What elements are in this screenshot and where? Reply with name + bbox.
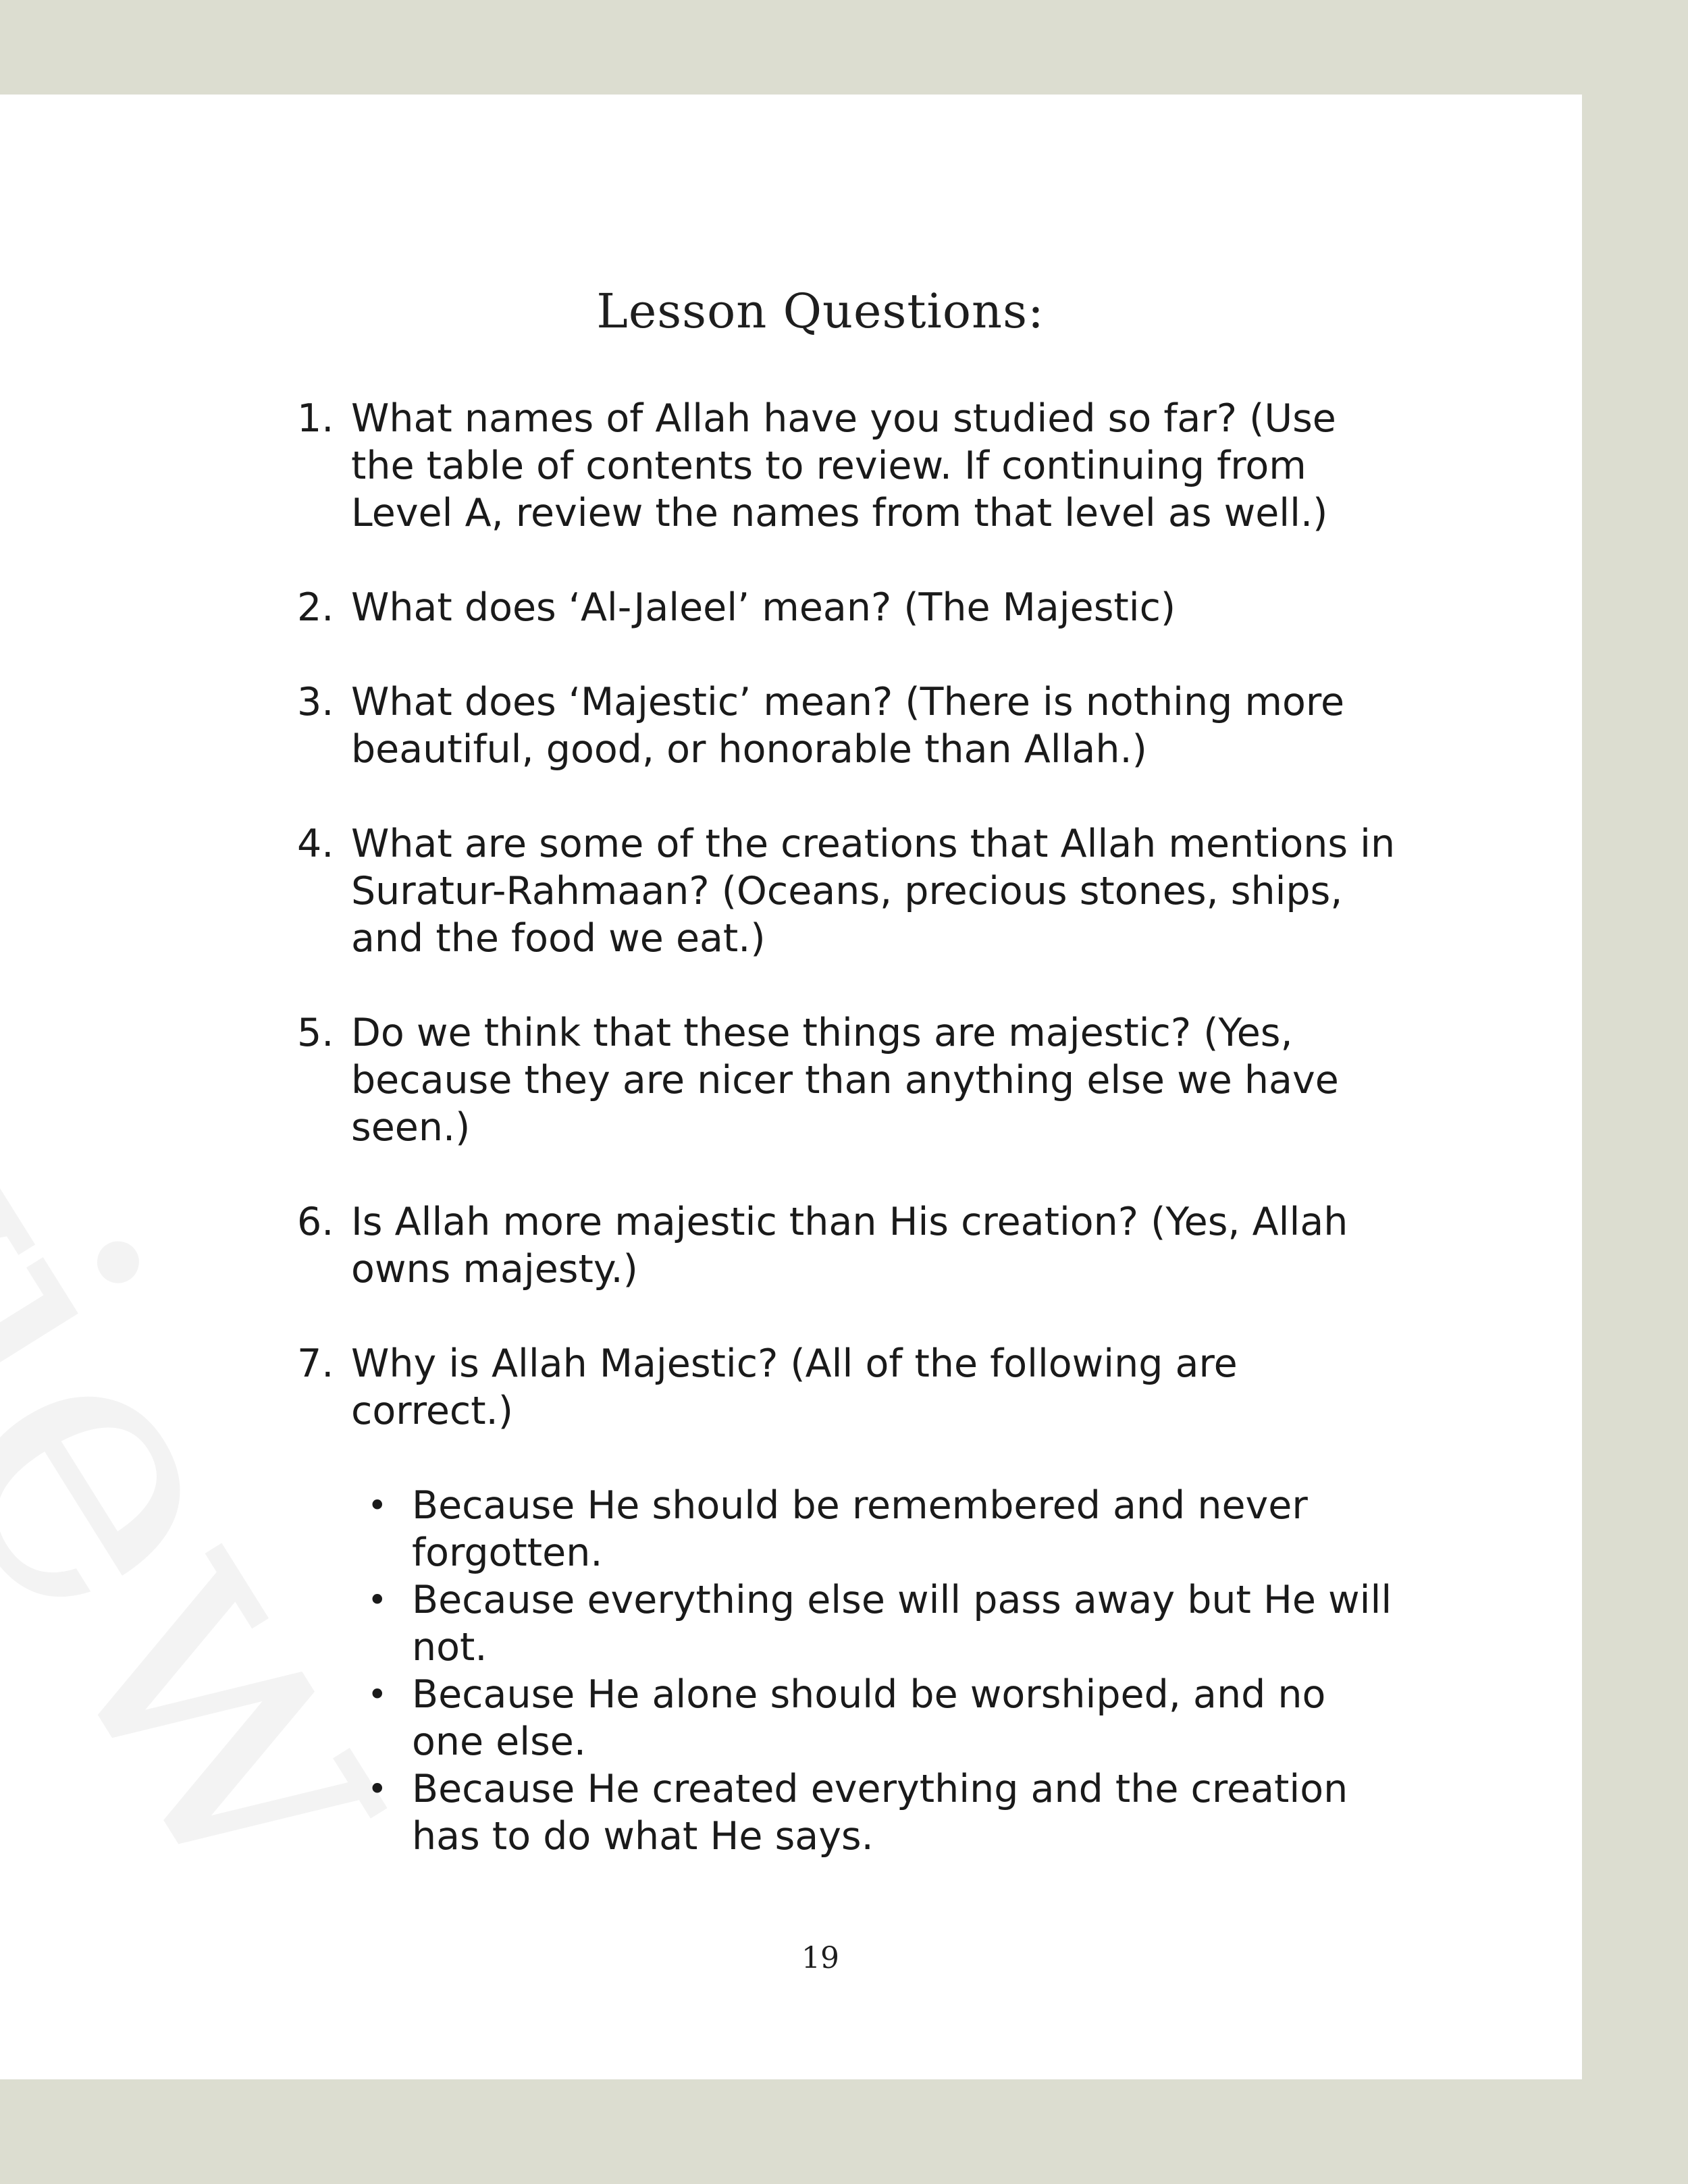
answer-text: Because He alone should be worshiped, and no one else. xyxy=(412,1672,1326,1764)
question-text: Why is Allah Majestic? (All of the following are correct.) xyxy=(351,1341,1238,1433)
answer-item xyxy=(351,1671,1404,1765)
question-number: 4. xyxy=(297,822,334,866)
question-list xyxy=(297,395,1404,1907)
question-item xyxy=(297,1340,1404,1860)
answer-text: Because everything else will pass away but He will not. xyxy=(412,1578,1392,1670)
page-number: 19 xyxy=(801,1941,839,1975)
question-item xyxy=(297,1198,1404,1293)
question-number: 6. xyxy=(297,1200,334,1244)
question-number: 3. xyxy=(297,680,334,724)
answer-text: Because He created everything and the creation has to do what He says. xyxy=(412,1767,1348,1859)
page xyxy=(0,95,1582,2079)
bullet-icon: • xyxy=(367,1675,388,1714)
bullet-icon: • xyxy=(367,1580,388,1620)
question-text: What does ‘Al-Jaleel’ mean? (The Majestic) xyxy=(351,585,1176,630)
question-item xyxy=(297,820,1404,962)
question-number: 1. xyxy=(297,396,334,441)
question-number: 2. xyxy=(297,585,334,630)
question-text: What are some of the creations that Allah mentions in Suratur-Rahmaan? (Oceans, precious stones, ships, and the food we eat.) xyxy=(351,822,1396,961)
question-number: 5. xyxy=(297,1011,334,1055)
answer-item xyxy=(351,1482,1404,1576)
answer-list xyxy=(351,1482,1404,1860)
answer-item xyxy=(351,1576,1404,1671)
question-item xyxy=(297,678,1404,773)
question-text: What names of Allah have you studied so far? (Use the table of contents to review. If continuing from Level A, review the names from that level as well.) xyxy=(351,396,1336,535)
question-item xyxy=(297,395,1404,537)
question-item xyxy=(297,584,1404,631)
question-text: Do we think that these things are majestic? (Yes, because they are nicer than anything else we have seen.) xyxy=(351,1011,1339,1150)
bullet-icon: • xyxy=(367,1486,388,1525)
bullet-icon: • xyxy=(367,1769,388,1809)
page-title: Lesson Questions: xyxy=(596,284,1045,339)
question-item xyxy=(297,1009,1404,1151)
answer-item xyxy=(351,1765,1404,1860)
question-text: What does ‘Majestic’ mean? (There is nothing more beautiful, good, or honorable than Allah.) xyxy=(351,680,1345,772)
question-number: 7. xyxy=(297,1341,334,1386)
question-text: Is Allah more majestic than His creation? (Yes, Allah owns majesty.) xyxy=(351,1200,1348,1291)
answer-text: Because He should be remembered and never forgotten. xyxy=(412,1483,1308,1575)
